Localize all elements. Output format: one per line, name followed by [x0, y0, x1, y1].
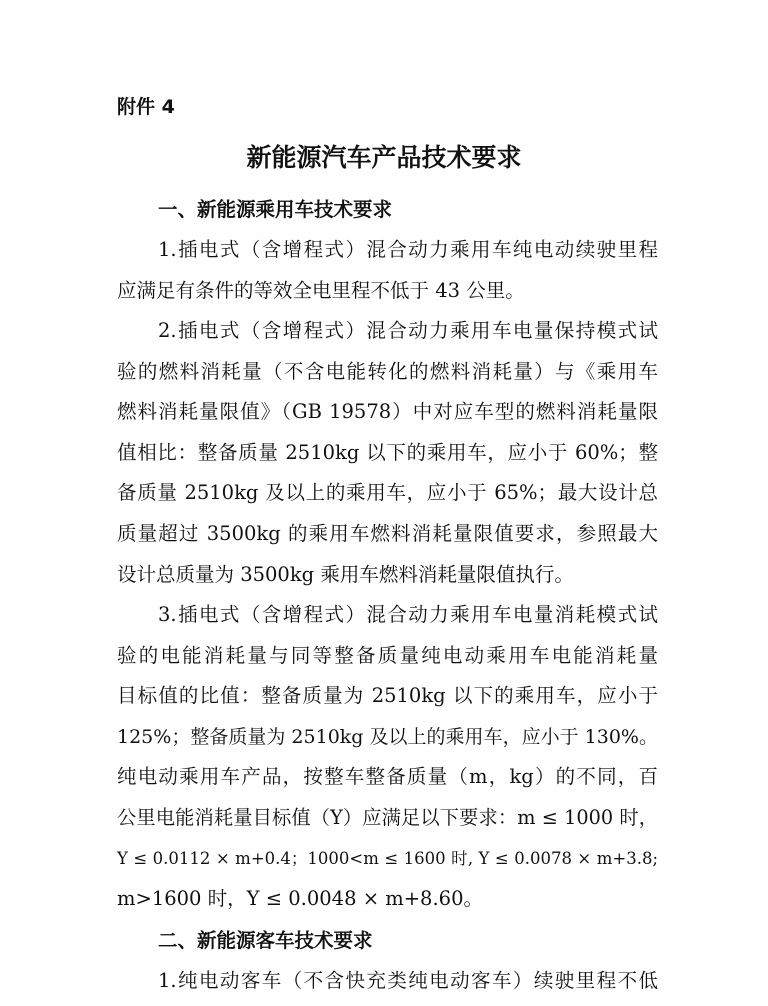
paragraph-line: 公里电能消耗量目标值（Y）应满足以下要求：m ≤ 1000 时， [117, 806, 658, 829]
section-heading-passenger: 一、新能源乘用车技术要求 [158, 198, 393, 221]
paragraph-line: 质量超过 3500kg 的乘用车燃料消耗量限值要求，参照最大 [117, 522, 658, 545]
paragraph-line: 验的燃料消耗量（不含电能转化的燃料消耗量）与《乘用车 [117, 360, 658, 383]
paragraph-line: 纯电动乘用车产品，按整车整备质量（m，kg）的不同，百 [117, 765, 658, 788]
paragraph-line: 3.插电式（含增程式）混合动力乘用车电量消耗模式试 [158, 603, 658, 626]
paragraph-line: 验的电能消耗量与同等整备质量纯电动乘用车电能消耗量 [117, 644, 658, 667]
attachment-label: 附件 4 [117, 96, 175, 118]
paragraph-line: 应满足有条件的等效全电里程不低于 43 公里。 [117, 279, 525, 302]
paragraph-line: 备质量 2510kg 及以上的乘用车，应小于 65%；最大设计总 [117, 481, 658, 504]
paragraph-line: 设计总质量为 3500kg 乘用车燃料消耗量限值执行。 [117, 563, 574, 586]
paragraph-line: 燃料消耗量限值》（GB 19578）中对应车型的燃料消耗量限 [117, 400, 658, 423]
paragraph-line: 目标值的比值：整备质量为 2510kg 以下的乘用车，应小于 [117, 684, 658, 707]
paragraph-line: 125%；整备质量为 2510kg 及以上的乘用车，应小于 130%。 [117, 726, 658, 748]
paragraph-line: 2.插电式（含增程式）混合动力乘用车电量保持模式试 [158, 319, 658, 342]
paragraph-line: m>1600 时，Y ≤ 0.0048 × m+8.60。 [117, 887, 483, 910]
section-heading-bus: 二、新能源客车技术要求 [158, 929, 373, 952]
paragraph-line: Y ≤ 0.0112 × m+0.4；1000<m ≤ 1600 时, Y ≤ 0.0078 × m+3.8; [117, 849, 658, 868]
paragraph-line: 1.纯电动客车（不含快充类纯电动客车）续驶里程不低 [158, 969, 658, 992]
paragraph-line: 值相比：整备质量 2510kg 以下的乘用车，应小于 60%；整 [117, 441, 658, 464]
document-title: 新能源汽车产品技术要求 [246, 143, 522, 172]
paragraph-line: 1.插电式（含增程式）混合动力乘用车纯电动续驶里程 [158, 238, 658, 261]
